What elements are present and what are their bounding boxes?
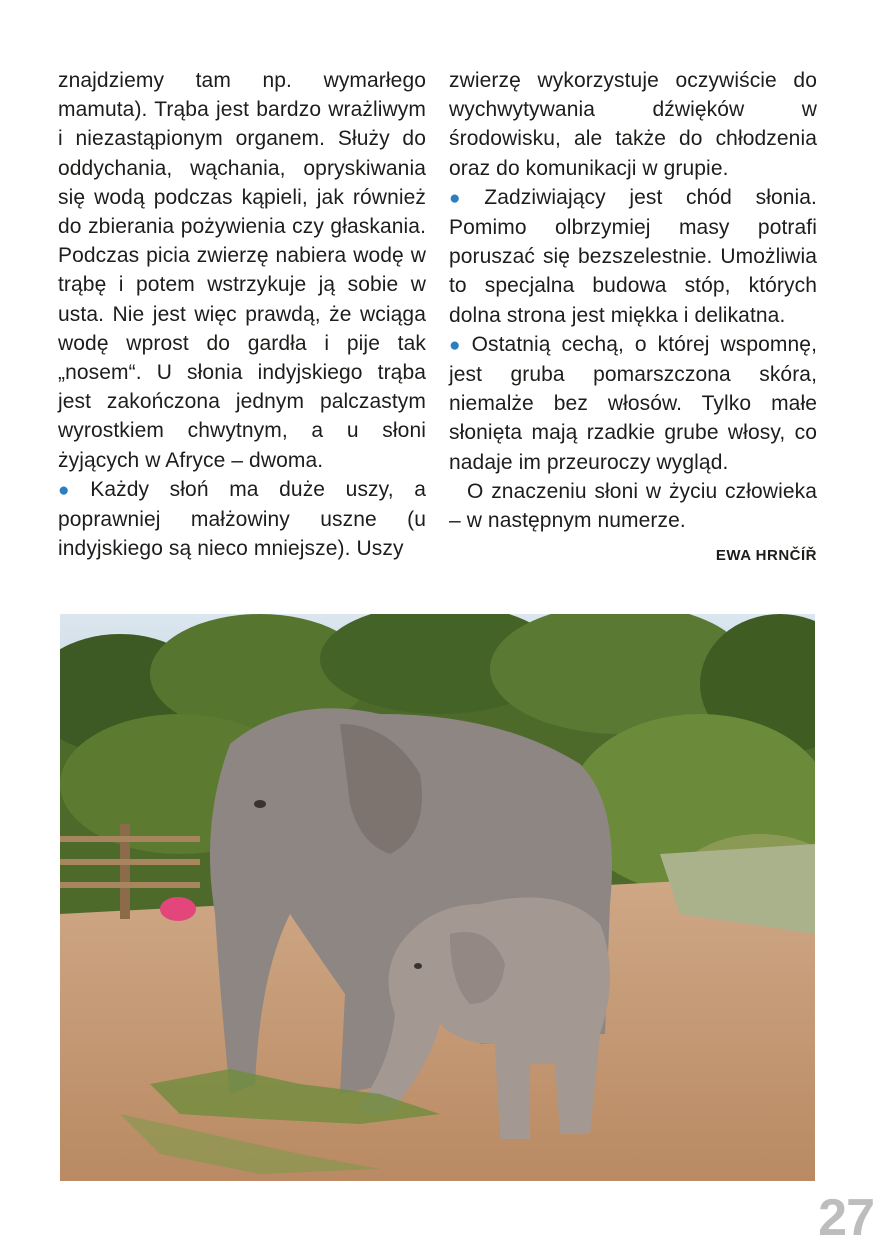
paragraph-ears-text: Każdy słoń ma duże uszy, a poprawniej małżowiny uszne (u indyjskiego są nieco mniejsze). Uszy [58,477,426,561]
paragraph-walk [449,183,817,330]
right-text-column [449,66,817,570]
paragraph-ears [58,475,426,564]
paragraph-skin [449,330,817,477]
bullet-icon: ● [449,334,466,356]
paragraph-skin-text: Ostatnią cechą, o której wspomnę, jest gruba pomarszczona skóra, niemalże bez włosów. Tylko małe słonięta mają rzadkie grube włosy, co nadaje im przeuroczy wygląd. [449,332,817,474]
paragraph-next-issue: O znaczeniu słoni w życiu człowieka – w następnym numerze. [449,479,817,533]
paragraph-trunk: znajdziemy tam np. wymarłego mamuta). Trąba jest bardzo wrażliwym i niezastąpionym organem. Służy do oddychania, wąchania, opryskiwania się wodą podczas kąpieli, jak również do zbierania pożywienia czy głaskania. Podczas picia zwierzę nabiera wodę w trąbę i potem wstrzykuje ją sobie w usta. Nie jest więc prawdą, że wciąga wodę wprost do gardła i pije tak „nosem“. U słonia indyjskiego trąba jest zakończona jednym palczastym wyrostkiem chwytnym, a u słoni żyjących w Afryce – dwoma. [58,69,426,472]
bullet-icon: ● [449,187,479,209]
elephant-photo [60,614,815,1181]
left-text-column [58,66,426,563]
bullet-icon: ● [58,479,85,501]
author-byline: EWA HRNČÍŘ [715,547,817,565]
paragraph-walk-text: Zadziwiający jest chód słonia. Pomimo olbrzymiej masy potrafi poruszać się bezszelestnie. Umożliwia to specjalna budowa stóp, których dolna strona jest miękka i delikatna. [449,185,817,327]
page-number: 27 [818,1189,874,1247]
paragraph-ears-continued: zwierzę wykorzystuje oczywiście do wychwytywania dźwięków w środowisku, ale także do chłodzenia oraz do komunikacji w grupie. [449,69,817,180]
